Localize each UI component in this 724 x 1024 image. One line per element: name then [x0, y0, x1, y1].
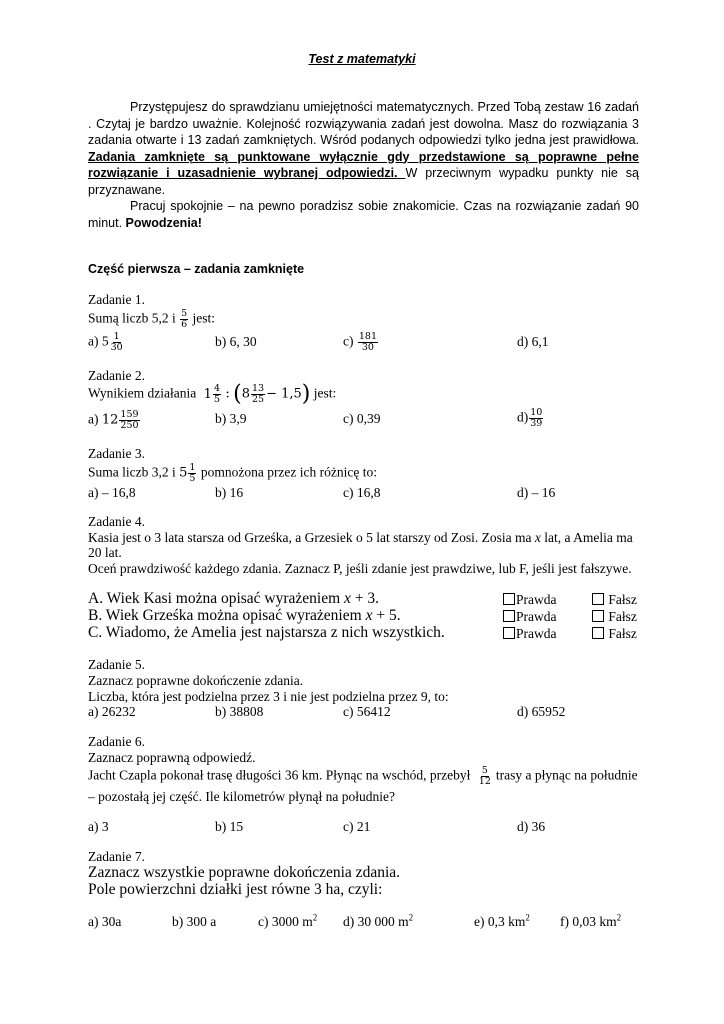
task-4-c-true-checkbox[interactable]: Prawda [503, 626, 557, 642]
task-4-a-true-checkbox[interactable]: Prawda [503, 592, 557, 608]
task-2-q-end: jest: [313, 385, 337, 401]
task-1-q-end: jest: [192, 310, 216, 326]
task-7-option-d[interactable]: d) 30 000 $m^2$ [343, 912, 414, 929]
task-6-line-2: Jacht Czapla pokonał trasę długości 36 km. Płynąc na wschód, przebył $\frac{5}{12}$ trasy a płynąc na południe [88, 765, 638, 787]
task-5-option-d[interactable]: d) 65952 [517, 704, 566, 719]
section-title: Część pierwsza – zadania zamknięte [88, 262, 305, 276]
intro-good-luck: Powodzenia! [125, 215, 202, 230]
task-1-option-c[interactable]: c) $\frac{181}{30}$ [343, 331, 378, 353]
task-5-label: Zadanie 5. [88, 657, 145, 672]
intro-time-text: Pracuj spokojnie – na pewno poradzisz sobie znakomicie. Czas na rozwiązanie zadań 90 minut. [88, 199, 639, 230]
task-7-line-2: Pole powierzchni działki jest równe 3 ha, czyli: [88, 881, 383, 898]
checkbox-icon [503, 627, 515, 639]
checkbox-icon [592, 610, 604, 622]
task-2-option-d[interactable]: d) $\frac{10}{39}$ [517, 407, 543, 429]
task-6-line-1: Zaznacz poprawną odpowiedź. [88, 750, 256, 765]
task-4-statement-c: C. Wiadomo, że Amelia jest najstarsza z nich wszystkich. [88, 624, 445, 641]
task-1-question [88, 309, 215, 330]
task-6-option-d[interactable]: d) 36 [517, 819, 546, 834]
task-7-option-e[interactable]: e) 0,3 $km^2$ [474, 912, 530, 929]
task-7-line-1: Zaznacz wszystkie poprawne dokończenia zdania. [88, 864, 401, 881]
task-7-option-b[interactable]: b) 300 a [172, 914, 217, 929]
task-6-line-3: – pozostałą jej część. Ile kilometrów płynął na południe? [88, 789, 396, 804]
intro-paragraph-2 [88, 198, 639, 231]
task-7-label: Zadanie 7. [88, 849, 145, 864]
task-1-fraction: $\frac{5}{6}$ [181, 308, 188, 330]
intro-text-c: W przeciwnym wypadku punkty nie są przyznawane. [88, 166, 639, 197]
task-3-label: Zadanie 3. [88, 446, 145, 461]
task-7-option-a[interactable]: a) 30a [88, 914, 122, 929]
task-5-line-1: Zaznacz poprawne dokończenie zdania. [88, 673, 304, 688]
task-4-line-1: Kasia jest o 3 lata starsza od Grześka, a Grzesiek o 5 lat starszy od Zosi. Zosia ma x lat, a Amelia ma [88, 530, 633, 545]
checkbox-icon [592, 593, 604, 605]
task-5-option-c[interactable]: c) 56412 [343, 704, 391, 719]
task-1-option-d[interactable]: d) 6,1 [517, 334, 549, 349]
task-4-label: Zadanie 4. [88, 514, 145, 529]
task-3-option-d[interactable]: d) – 16 [517, 485, 556, 500]
task-1-option-b[interactable]: b) 6, 30 [215, 334, 257, 349]
task-7-option-f[interactable]: f) 0,03 $km^2$ [560, 912, 622, 929]
task-1-option-a[interactable]: a) 5 $\frac{1}{30}$ [88, 331, 123, 353]
task-4-line-3: Oceń prawdziwość każdego zdania. Zaznacz P, jeśli zdanie jest prawdziwe, lub F, jeśli jest fałszywe. [88, 561, 632, 576]
task-6-option-c[interactable]: c) 21 [343, 819, 371, 834]
task-3-option-c[interactable]: c) 16,8 [343, 485, 381, 500]
task-2-option-b[interactable]: b) 3,9 [215, 411, 247, 426]
checkbox-icon [503, 610, 515, 622]
task-2-option-a[interactable]: a) 12 $\frac{159}{250}$ [88, 409, 139, 431]
intro-text-a: Przystępujesz do sprawdzianu umiejętności matematycznych. Przed Tobą zestaw 16 zadań . Czytaj je bardzo uważnie. Kolejność rozwiązywania zadań jest dowolna. Masz do rozwiązania 3 zadania otwarte i 13 zadań zamkniętych. Wśród podanych odpowiedzi tylko jedna jest prawidłowa. [88, 100, 639, 147]
task-2-label: Zadanie 2. [88, 368, 145, 383]
task-2-option-c[interactable]: c) 0,39 [343, 411, 381, 426]
task-4-line-2: 20 lat. [88, 545, 122, 560]
task-6-option-a[interactable]: a) 3 [88, 819, 109, 834]
task-4-statement-a: A. Wiek Kasi można opisać wyrażeniem x + 3. [88, 590, 380, 607]
task-7-option-c[interactable]: c) 3000 $m^2$ [258, 912, 318, 929]
task-4-statement-b: B. Wiek Grześka można opisać wyrażeniem x + 5. [88, 607, 401, 624]
task-6-option-b[interactable]: b) 15 [215, 819, 244, 834]
task-4-b-false-checkbox[interactable]: Fałsz [592, 609, 637, 625]
task-3-question: Suma liczb 3,2 i 5 $\frac{1}{5}$ pomnożona przez ich różnicę to: [88, 462, 378, 484]
task-4-c-false-checkbox[interactable]: Fałsz [592, 626, 637, 642]
task-1-label: Zadanie 1. [88, 292, 145, 307]
task-6-label: Zadanie 6. [88, 734, 145, 749]
task-4-b-true-checkbox[interactable]: Prawda [503, 609, 557, 625]
task-5-option-b[interactable]: b) 38808 [215, 704, 264, 719]
page-title: Test z matematyki [308, 52, 416, 66]
intro-bold-rule: Zadania zamknięte są punktowane wyłącznie gdy przedstawione są poprawne pełne rozwiązanie i uzasadnienie wybranej odpowiedzi. [88, 149, 639, 180]
task-5-option-a[interactable]: a) 26232 [88, 704, 136, 719]
task-3-option-a[interactable]: a) – 16,8 [88, 485, 136, 500]
task-1-q-text: Sumą liczb 5,2 i [88, 310, 176, 326]
checkbox-icon [503, 593, 515, 605]
intro-paragraph-1 [88, 99, 639, 198]
task-2-question: Wynikiem działania 1 $\frac{4}{5}$ : (8 $\frac{13}{25}$ − 1,5) jest: [88, 381, 337, 407]
intro-text [88, 99, 639, 231]
task-5-line-2: Liczba, która jest podzielna przez 3 i nie jest podzielna przez 9, to: [88, 689, 449, 704]
task-3-option-b[interactable]: b) 16 [215, 485, 244, 500]
task-4-a-false-checkbox[interactable]: Fałsz [592, 592, 637, 608]
checkbox-icon [592, 627, 604, 639]
task-2-q-text: Wynikiem działania [88, 385, 197, 401]
